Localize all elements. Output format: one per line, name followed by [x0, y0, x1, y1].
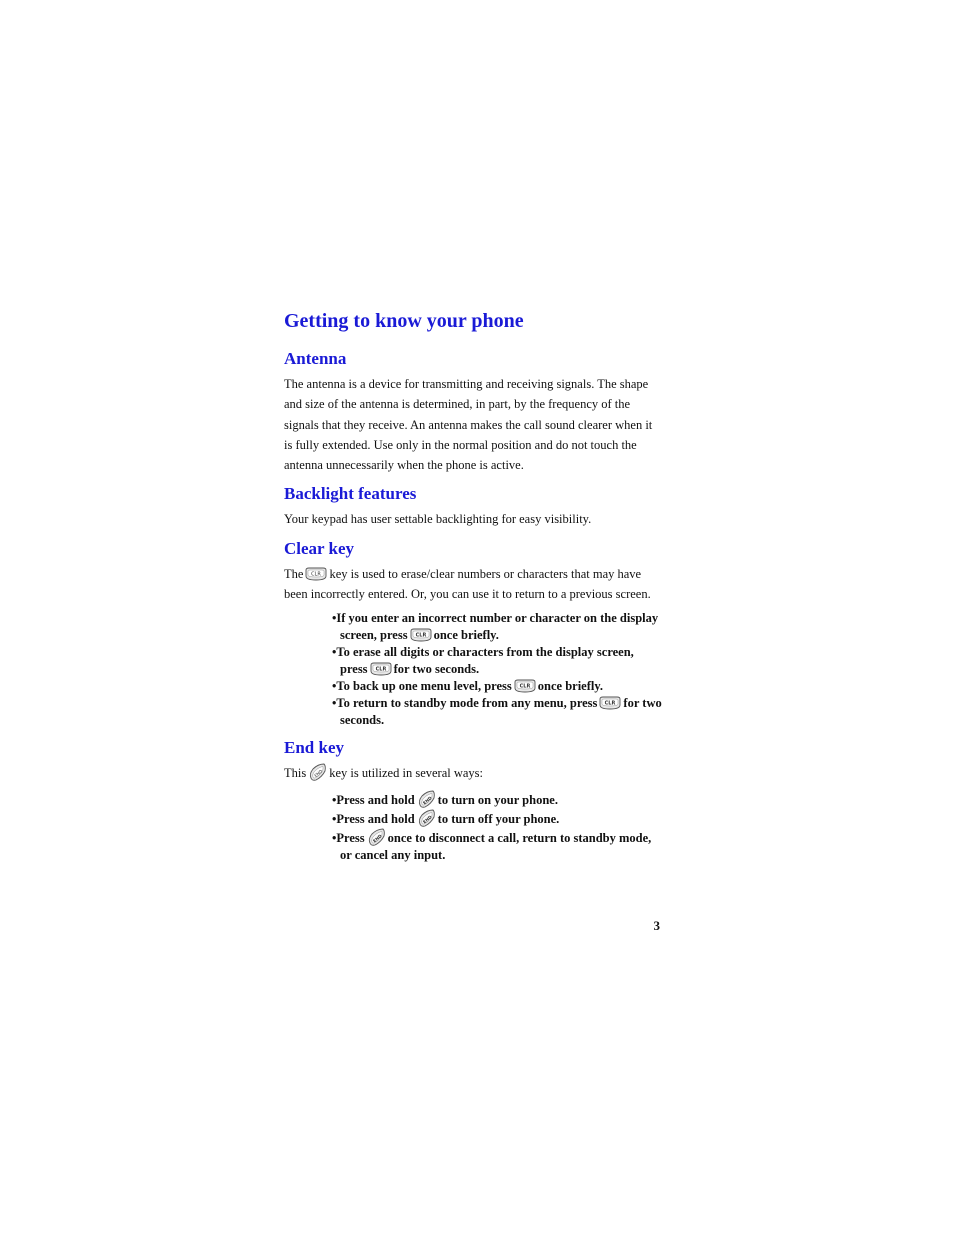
list-item: • If you enter an incorrect number or character on the display screen, press once briefly.: [332, 610, 662, 644]
clear-key-intro: The key is used to erase/clear numbers or characters that may have been incorrectly entered. Or, you can use it to return to a previous screen.: [284, 566, 651, 602]
list-item: • Press and hold to turn off your phone.: [332, 809, 662, 828]
end-key-intro: This key is utilized in several ways:: [284, 763, 662, 783]
list-item: • Press once to disconnect a call, return to standby mode, or cancel any input.: [332, 828, 662, 864]
backlight-section: [284, 483, 662, 529]
end-key-icon: [417, 809, 436, 828]
clear-key-icon: [370, 662, 392, 676]
antenna-heading: Antenna: [284, 349, 347, 368]
list-item: • To return to standby mode from any menu, press for two seconds.: [332, 695, 662, 729]
clear-key-icon: [514, 679, 536, 693]
clear-key-list: [284, 610, 662, 729]
page-title: Getting to know your phone: [284, 310, 524, 332]
end-key-icon: [367, 828, 386, 847]
end-key-list: [284, 790, 662, 864]
clear-key-heading: Clear key: [284, 538, 355, 558]
end-key-icon: [308, 763, 327, 782]
end-key-heading: End key: [284, 738, 344, 758]
list-item: • To back up one menu level, press once briefly.: [332, 678, 662, 695]
antenna-body: The antenna is a device for transmitting and receiving signals. The shape and size of the antenna is determined, in part, by the frequency of the signals that they receive. An antenna makes the call sound clearer when it is fully extended. Use only in the normal position and do not touch the antenna unnecessarily when the phone is active.: [284, 377, 653, 473]
end-key-section: [284, 737, 662, 863]
backlight-heading: Backlight features: [284, 484, 417, 504]
clear-key-icon: [305, 567, 327, 581]
end-key-icon: [417, 790, 436, 809]
list-item: • Press and hold to turn on your phone.: [332, 790, 662, 809]
backlight-body: Your keypad has user settable backlighting for easy visibility.: [284, 512, 592, 527]
clear-key-section: [284, 538, 662, 730]
page-number: 3: [653, 918, 660, 933]
clear-key-icon: [599, 696, 621, 710]
manual-page: [284, 308, 662, 872]
list-item: • To erase all digits or characters from the display screen, press for two seconds.: [332, 644, 662, 678]
antenna-section: [284, 348, 662, 475]
clear-key-icon: [410, 628, 432, 642]
